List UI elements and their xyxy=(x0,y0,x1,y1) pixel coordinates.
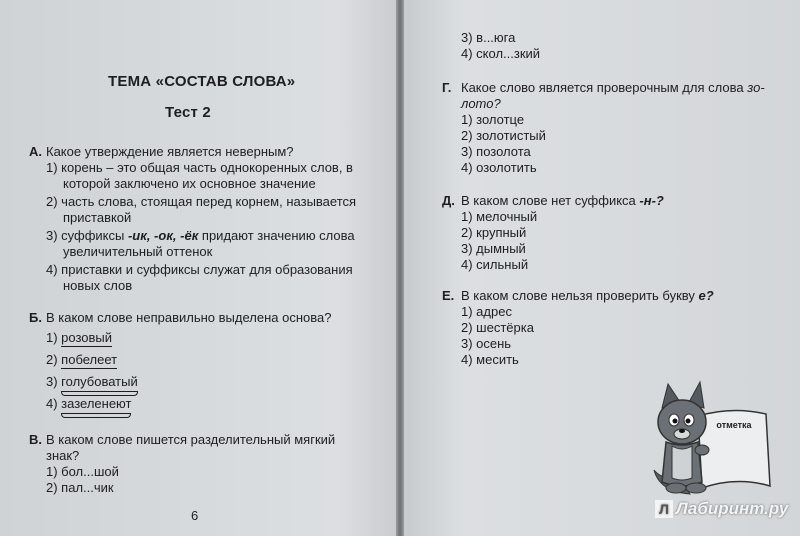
watermark-logo-icon: Л xyxy=(655,500,673,518)
stem-underline: побелеет xyxy=(61,352,118,367)
watermark: Л Лабиринт.ру xyxy=(655,499,788,519)
option-4-line-2: новых слов xyxy=(63,278,133,293)
option-3: 3) голубоватый xyxy=(46,374,138,392)
question-text: В каком слове нет суффикса -н-? xyxy=(461,193,664,208)
question-text-line-2: знак? xyxy=(46,448,80,463)
option-3-continued: 3) в...юга xyxy=(461,30,516,45)
option-4: 4) месить xyxy=(461,352,519,367)
page-number: 6 xyxy=(191,508,199,523)
option-3-line-2: увеличительный оттенок xyxy=(63,244,213,259)
option-2: 2) крупный xyxy=(461,225,527,240)
option-1-line-2: которой заключено их основное значение xyxy=(63,176,316,191)
option-3: 3) дымный xyxy=(461,241,526,256)
question-text-line-1: В каком слове пишется разделительный мягкий xyxy=(46,432,336,447)
stem-underline: розовый xyxy=(61,330,113,345)
question-text-line-2: лото? xyxy=(461,96,501,111)
question-letter: Д. xyxy=(442,193,455,208)
stem-underline: зазеленеют xyxy=(61,396,131,414)
option-2: 2) побелеет xyxy=(46,352,118,367)
option-1: 1) розовый xyxy=(46,330,113,345)
option-2-line-2: приставкой xyxy=(63,210,132,225)
option-1: 1) золотце xyxy=(461,112,525,127)
question-text-line-1: Какое слово является проверочным для слова зо- xyxy=(461,80,765,95)
question-text: В каком слове неправильно выделена основа? xyxy=(46,310,332,325)
option-1: 1) мелочный xyxy=(461,209,538,224)
option-4-line-1: 4) приставки и суффиксы служат для образования xyxy=(46,262,353,277)
stem-underline: голубоватый xyxy=(61,374,138,392)
option-2: 2) золотистый xyxy=(461,128,546,143)
option-4-continued: 4) скол...зкий xyxy=(461,46,541,61)
option-2: 2) шестёрка xyxy=(461,320,534,335)
option-4: 4) зазеленеют xyxy=(46,396,131,414)
option-2: 2) пал...чик xyxy=(46,480,114,495)
option-4: 4) сильный xyxy=(461,257,529,272)
question-text: Какое утверждение является неверным? xyxy=(46,144,294,159)
option-3: 3) осень xyxy=(461,336,512,351)
option-2-line-1: 2) часть слова, стоящая перед корнем, называется xyxy=(46,194,357,209)
sign-label: отметка xyxy=(716,420,752,430)
question-letter: В. xyxy=(29,432,42,447)
option-1: 1) адрес xyxy=(461,304,512,319)
question-letter: Г. xyxy=(442,80,452,95)
option-4: 4) озолотить xyxy=(461,160,537,175)
book-gutter xyxy=(396,0,404,536)
question-text: В каком слове нельзя проверить букву е? xyxy=(461,288,714,303)
option-3: 3) позолота xyxy=(461,144,531,159)
option-1-line-1: 1) корень – это общая часть однокоренных слов, в xyxy=(46,160,353,175)
question-letter: Е. xyxy=(442,288,455,303)
test-subtitle: Тест 2 xyxy=(165,104,211,121)
question-letter: А. xyxy=(29,144,42,159)
option-1: 1) бол...шой xyxy=(46,464,119,479)
page-title: ТЕМА «СОСТАВ СЛОВА» xyxy=(108,73,296,90)
wolf-mascot-illustration xyxy=(640,378,780,508)
option-3-line-1: 3) суффиксы -ик, -ок, -ёк придают значению слова xyxy=(46,228,355,243)
question-letter: Б. xyxy=(29,310,42,325)
